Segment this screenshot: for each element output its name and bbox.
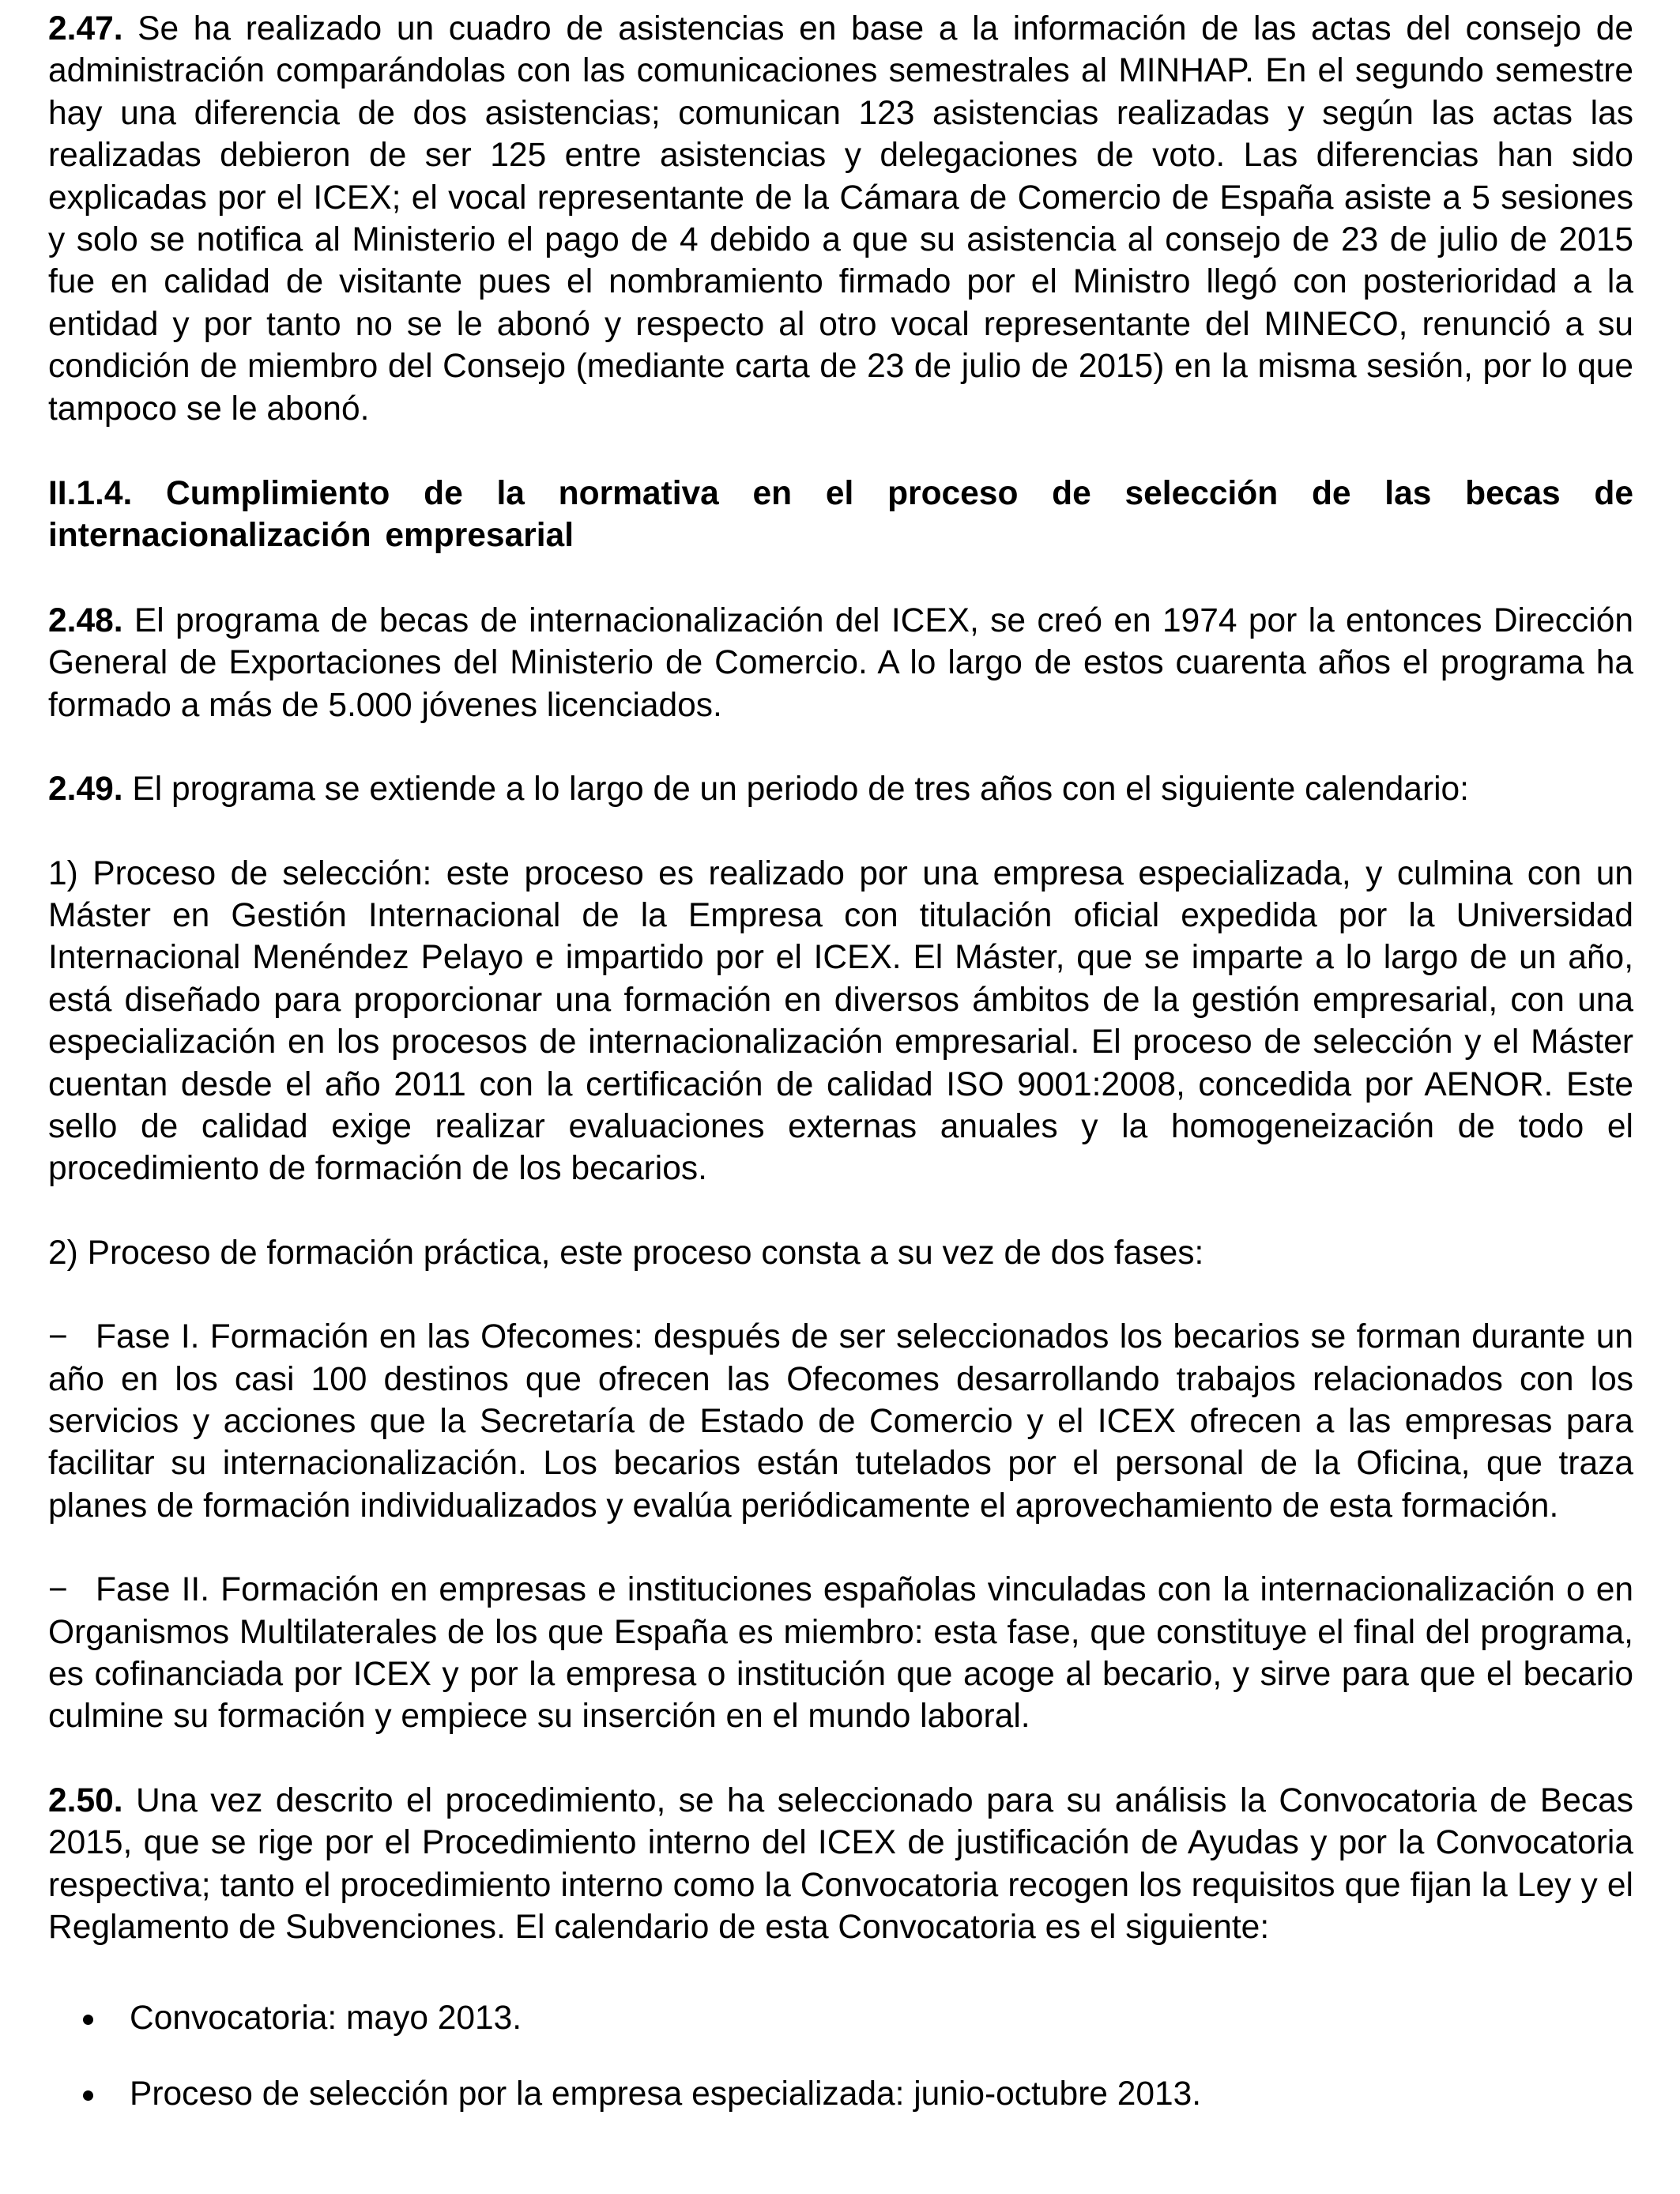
dash-marker: − [48, 1571, 68, 1609]
dash-marker: − [48, 1318, 68, 1356]
paragraph-text: Se ha realizado un cuadro de asistencias en base a la información de las actas del consejo de administración comparándolas con las comunicaciones semestrales al MINHAP. En el segundo semestre hay una diferencia de dos asistencias; comunican 123 asistencias realizadas y según las actas las realizadas debieron de ser 125 entre asistencias y delegaciones de voto. Las diferencias han sido explicadas por el ICEX; el vocal representante de la Cámara de Comercio de España asiste a 5 sesiones y solo se notifica al Ministerio el pago de 4 debido a que su asistencia al consejo de 23 de julio de 2015 fue en calidad de visitante pues el nombramiento firmado por el Ministro llegó con posterioridad a la entidad y por tanto no se le abonó y respecto al otro vocal representante del MINECO, renunció a su condición de miembro del Consejo (mediante carta de 23 de julio de 2015) en la misma sesión, por lo que tampoco se le abonó. [48, 10, 1633, 428]
paragraph-2-47 [48, 8, 1633, 430]
bullet-icon [83, 2015, 93, 2025]
paragraph-2-50 [48, 1780, 1633, 1949]
schedule-bullet-list [48, 1997, 1633, 2115]
document-page [48, 8, 1633, 2115]
schedule-bullet-item [48, 1997, 1633, 2039]
bullet-text: Convocatoria: mayo 2013. [130, 2000, 522, 2038]
paragraph-text: Una vez descrito el procedimiento, se ha seleccionado para su análisis la Convocatoria de Becas 2015, que se rige por el Procedimiento interno del ICEX de justificación de Ayudas y por la Convocatoria respectiva; tanto el procedimiento interno como la Convocatoria recogen los requisitos que fijan la Ley y el Reglamento de Subvenciones. El calendario de esta Convocatoria es el siguiente: [48, 1781, 1634, 1947]
phase-1-text: Fase I. Formación en las Ofecomes: después de ser seleccionados los becarios se forman durante un año en los casi 100 destinos que ofrecen las Ofecomes desarrollando trabajos relacionados con los servicios y acciones que la Secretaría de Estado de Comercio y el ICEX ofrecen a las empresas para facilitar su internacionalización. Los becarios están tutelados por el personal de la Oficina, que traza planes de formación individualizados y evalúa periódicamente el aprovechamiento de esta formación. [48, 1318, 1633, 1525]
phase-1-item [48, 1316, 1633, 1527]
section-heading: II.1.4. Cumplimiento de la normativa en el proceso de selección de las becas de internacionalización empresarial [48, 475, 1633, 555]
paragraph-text: El programa se extiende a lo largo de un periodo de tres años con el siguiente calendario: [132, 771, 1469, 809]
paragraph-2-49 [48, 768, 1633, 810]
paragraph-number: 2.48. [48, 601, 123, 639]
paragraph-number: 2.49. [48, 771, 123, 809]
calendar-item-1: 1) Proceso de selección: este proceso es realizado por una empresa especializada, y culmina con un Máster en Gestión Internacional de la Empresa con titulación oficial expedida por la Universidad Internacional Menéndez Pelayo e impartido por el ICEX. El Máster, que se imparte a lo largo de un año, está diseñado para proporcionar una formación en diversos ámbitos de la gestión empresarial, con una especialización en los procesos de internacionalización empresarial. El proceso de selección y el Máster cuentan desde el año 2011 con la certificación de calidad ISO 9001:2008, concedida por AENOR. Este sello de calidad exige realizar evaluaciones externas anuales y la homogeneización de todo el procedimiento de formación de los becarios. [48, 854, 1633, 1188]
calendar-item-2: 2) Proceso de formación práctica, este proceso consta a su vez de dos fases: [48, 1234, 1204, 1272]
phase-2-text: Fase II. Formación en empresas e instituciones españolas vinculadas con la internacionalización o en Organismos Multilaterales de los que España es miembro: esta fase, que constituye el final del programa, es cofinanciada por ICEX y por la empresa o institución que acoge al becario, y sirve para que el becario culmine su formación y empiece su inserción en el mundo laboral. [48, 1571, 1633, 1736]
bullet-icon [83, 2090, 93, 2101]
paragraph-number: 2.47. [48, 10, 123, 47]
paragraph-2-48 [48, 600, 1633, 726]
schedule-bullet-item [48, 2073, 1633, 2115]
phase-2-item [48, 1569, 1633, 1738]
bullet-text: Proceso de selección por la empresa especializada: junio-octubre 2013. [130, 2075, 1202, 2113]
paragraph-text: El programa de becas de internacionalización del ICEX, se creó en 1974 por la entonces Dirección General de Exportaciones del Ministerio de Comercio. A lo largo de estos cuarenta años el programa ha formado a más de 5.000 jóvenes licenciados. [48, 601, 1633, 724]
paragraph-number: 2.50. [48, 1781, 123, 1819]
